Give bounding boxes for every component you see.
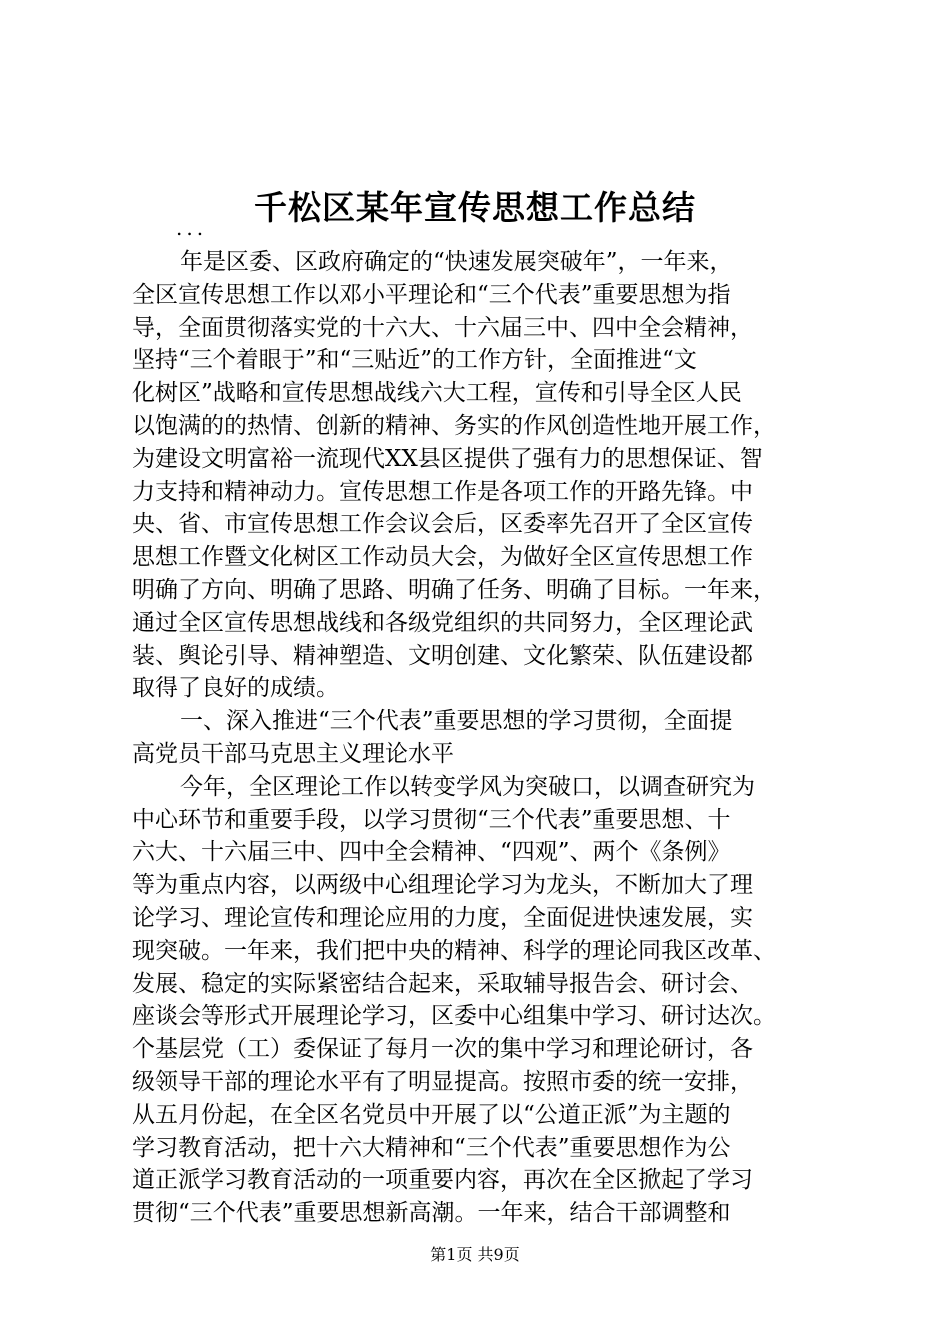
body-line: 通过全区宣传思想战线和各级党组织的共同努力，全区理论武 [132,609,753,636]
body-line: 道正派学习教育活动的一项重要内容，再次在全区掀起了学习 [132,1167,753,1194]
body-line: 贯彻“三个代表”重要思想新高潮。一年来，结合干部调整和 [132,1200,731,1227]
body-line: 座谈会等形式开展理论学习，区委中心组集中学习、研讨达次。 [132,1003,776,1030]
body-line: 以饱满的的热情、创新的精神、务实的作风创造性地开展工作， [132,412,776,439]
page-title: 千松区某年宣传思想工作总结 [254,188,696,227]
body-line: 年是区委、区政府确定的“快速发展突破年”，一年来， [180,249,733,275]
body-line: 化树区”战略和宣传思想战线六大工程，宣传和引导全区人民 [132,380,742,407]
body-line: 思想工作暨文化树区工作动员大会，为做好全区宣传思想工作 [132,544,753,571]
body-line: 明确了方向、明确了思路、明确了任务、明确了目标。一年来， [132,576,776,603]
body-line: 论学习、理论宣传和理论应用的力度，全面促进快速发展，实 [132,904,753,931]
body-line: 坚持“三个着眼于”和“三贴近”的工作方针，全面推进“文 [132,347,697,374]
body-line: 六大、十六届三中、四中全会精神、“四观”、两个《条例》 [132,839,731,866]
body-line: 级领导干部的理论水平有了明显提高。按照市委的统一安排， [132,1068,753,1095]
ellipsis-marker: ... [176,216,208,240]
body-line: 现突破。一年来，我们把中央的精神、科学的理论同我区改革、 [132,937,776,964]
body-line: 全区宣传思想工作以邓小平理论和“三个代表”重要思想为指 [132,281,731,308]
body-line: 中心环节和重要手段，以学习贯彻“三个代表”重要思想、十 [132,806,731,833]
body-line: 学习教育活动，把十六大精神和“三个代表”重要思想作为公 [132,1134,731,1161]
section-heading-line: 一、深入推进“三个代表”重要思想的学习贯彻，全面提 [180,708,733,735]
body-line: 装、舆论引导、精神塑造、文明创建、文化繁荣、队伍建设都 [132,642,753,669]
body-line: 发展、稳定的实际紧密结合起来，采取辅导报告会、研讨会、 [132,970,753,997]
document-body [132,246,832,1230]
page-number-footer: 第1页 共9页 [430,1245,520,1264]
body-line: 为建设文明富裕一流现代XX县区提供了强有力的思想保证、智 [132,445,763,472]
body-line: 力支持和精神动力。宣传思想工作是各项工作的开路先锋。中 [132,478,753,505]
section-heading-line: 高党员干部马克思主义理论水平 [132,740,454,767]
body-line: 今年，全区理论工作以转变学风为突破口，以调查研究为 [180,773,755,800]
body-line: 导，全面贯彻落实党的十六大、十六届三中、四中全会精神， [132,314,753,341]
body-line: 个基层党（工）委保证了每月一次的集中学习和理论研讨，各 [132,1036,753,1063]
body-line: 取得了良好的成绩。 [132,675,339,702]
body-line: 等为重点内容，以两级中心组理论学习为龙头，不断加大了理 [132,872,753,899]
body-line: 央、省、市宣传思想工作会议会后，区委率先召开了全区宣传 [132,511,753,538]
body-line: 从五月份起，在全区名党员中开展了以“公道正派”为主题的 [132,1101,731,1128]
